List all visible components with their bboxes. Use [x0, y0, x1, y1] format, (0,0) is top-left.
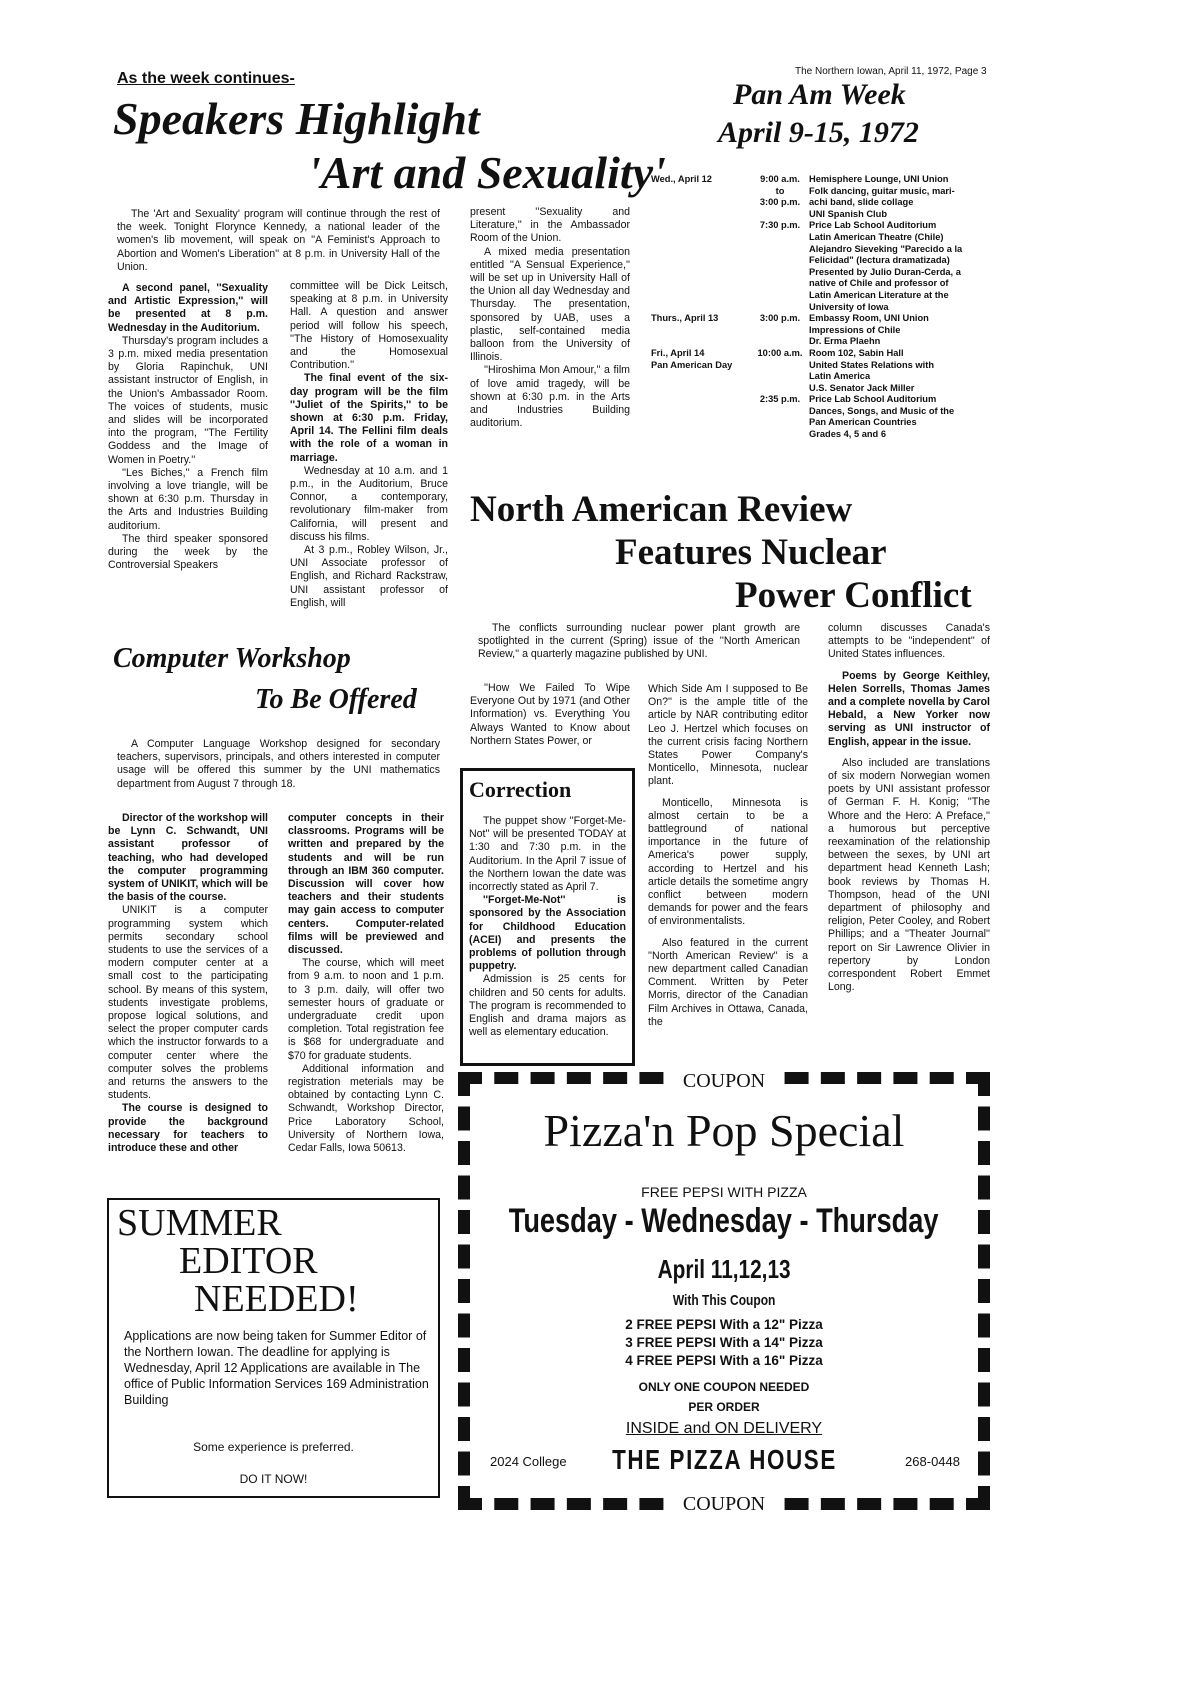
nar-column-c	[828, 622, 990, 994]
coupon-dates: April 11,12,13	[657, 1254, 791, 1284]
coupon-offers	[470, 1316, 978, 1370]
panam-schedule	[651, 174, 996, 441]
coupon-phone: 268-0448	[905, 1454, 960, 1469]
paragraph: column discusses Canada's attempts to be ''independent'' of United States influences.	[828, 622, 990, 661]
editor-ad-line-1: SUMMER	[117, 1202, 282, 1244]
schedule-description	[809, 394, 996, 440]
art-column-1	[108, 282, 268, 572]
schedule-day-label: Thurs., April 13	[651, 313, 719, 324]
computer-column-2	[288, 812, 444, 1155]
coupon-business: THE PIZZA HOUSE	[611, 1444, 837, 1475]
paragraph: A Computer Language Workshop designed for secondary teachers, supervisors, principals, and others interested in computer usage will be offered this summer by the UNI mathematics department from August 7 through 18.	[117, 738, 440, 790]
art-column-2	[290, 280, 448, 610]
coupon-subtitle: FREE PEPSI WITH PIZZA	[641, 1184, 807, 1200]
nar-headline-line-2: Features Nuclear	[615, 532, 887, 573]
paragraph: A mixed media presentation entitled ''A Sensual Experience,'' will be set up in University Hall of the Union all day Wednesday and Thursday. The presentation, sponsored by UAB, uses a plastic, self-contained media balloon from the University of Illinois.	[470, 245, 630, 364]
kicker: As the week continues-	[117, 70, 295, 87]
schedule-line: Pan American Countries	[809, 417, 917, 428]
paragraph: A second panel, ''Sexuality and Artistic Expression,'' will be presented at 8 p.m. Wednesday in the Auditorium.	[108, 282, 268, 334]
schedule-line: Embassy Room, UNI Union	[809, 313, 929, 324]
coupon-address: 2024 College	[490, 1454, 567, 1469]
schedule-line: Folk dancing, guitar music, mari-	[809, 185, 955, 196]
coupon-title: Pizza'n Pop Special	[543, 1105, 905, 1156]
schedule-time-line: 3:00 p.m.	[759, 197, 801, 208]
paragraph: Poems by George Keithley, Helen Sorrells, Thomas James and a complete novella by Carol Hebald, a New Yorker now serving as UNI instructor of English, appear in the issue.	[828, 669, 990, 748]
paragraph: ''How We Failed To Wipe Everyone Out by 1971 (and Other Information) vs. Everything You Always Wanted to Know about Northern States Power, or	[470, 682, 630, 747]
schedule-line: Latin America	[809, 371, 871, 382]
schedule-line: Dances, Songs, and Music of the	[809, 405, 955, 416]
paragraph: The third speaker sponsored during the week by the Controversial Speakers	[108, 532, 268, 572]
schedule-time-line: 7:30 p.m.	[759, 220, 801, 231]
paragraph: Also featured in the current ''North American Review'' is a new department called Canadian Comment. Written by Peter Morris, director of the Canadian Film Archives in Ottawa, Canada, the	[648, 936, 808, 1028]
schedule-line: Latin American Theatre (Chile)	[809, 231, 944, 242]
pizza-coupon-ad[interactable]	[458, 1070, 990, 1515]
schedule-day	[651, 220, 751, 313]
schedule-time-line: 3:00 p.m.	[759, 313, 801, 324]
art-column-3	[470, 206, 630, 430]
coupon-offer: 3 FREE PEPSI With a 14" Pizza	[625, 1335, 823, 1350]
coupon-offer: 4 FREE PEPSI With a 16" Pizza	[625, 1353, 823, 1368]
schedule-day	[651, 348, 751, 394]
schedule-description	[809, 313, 996, 348]
schedule-day	[651, 313, 751, 348]
nar-column-b	[648, 683, 808, 1029]
page-masthead: The Northern Iowan, April 11, 1972, Page 3	[795, 66, 987, 77]
schedule-line: achi band, slide collage	[809, 197, 914, 208]
schedule-time	[751, 394, 809, 440]
schedule-line: Impressions of Chile	[809, 324, 901, 335]
schedule-line: University of Iowa	[809, 301, 889, 312]
schedule-day-label: Fri., April 14	[651, 347, 705, 358]
schedule-time-line: 10:00 a.m.	[757, 347, 803, 358]
schedule-line: Grades 4, 5 and 6	[809, 429, 886, 440]
editor-ad-line-3: NEEDED!	[194, 1278, 359, 1320]
schedule-line: Alejandro Sieveking "Parecido a la	[809, 243, 963, 254]
schedule-line: Price Lab School Auditorium	[809, 220, 937, 231]
paragraph: Admission is 25 cents for children and 50 cents for adults. The program is recommended to English and drama majors as well as elementary education.	[469, 973, 626, 1039]
paragraph: UNIKIT is a computer programming system which permits secondary school students to use the services of a modern computer center at a small cost to the participating school. By means of this system, students investigate problems, propose logical solutions, and select the proper computer cards which the instructor forwards to a computer center where the computer solves the problems and returns the answers to the students.	[108, 904, 268, 1102]
paragraph: The conflicts surrounding nuclear power plant growth are spotlighted in the current (Spring) issue of the ''North American Review,'' a quarterly magazine published by UNI.	[478, 622, 800, 661]
coupon-limit-2: PER ORDER	[688, 1400, 760, 1414]
schedule-line: United States Relations with	[809, 359, 935, 370]
schedule-line: Dr. Erma Plaehn	[809, 336, 881, 347]
editor-ad-note: Some experience is preferred.	[193, 1440, 354, 1454]
schedule-line: Felicidad" (lectura dramatizada)	[809, 255, 950, 266]
nar-column-a	[470, 682, 630, 748]
schedule-time	[751, 220, 809, 313]
schedule-description	[809, 174, 996, 220]
schedule-line: Presented by Julio Duran-Cerda, a	[809, 266, 961, 277]
schedule-line: U.S. Senator Jack Miller	[809, 382, 915, 393]
correction-body	[469, 815, 626, 1039]
panam-dates: April 9-15, 1972	[718, 116, 919, 149]
art-headline-line-2: 'Art and Sexuality'	[308, 147, 666, 198]
schedule-entry	[651, 174, 996, 220]
editor-ad-line-2: EDITOR	[179, 1240, 318, 1282]
paragraph: The puppet show ''Forget-Me-Not'' will be presented TODAY at 1:30 and 7:30 p.m. in the Auditorium. In the April 7 issue of the Northern Iowan the date was incorrectly stated as April 7.	[469, 815, 626, 894]
computer-headline-line-1: Computer Workshop	[113, 643, 351, 674]
schedule-time	[751, 174, 809, 220]
computer-intro	[117, 738, 440, 791]
computer-column-1	[108, 812, 268, 1155]
schedule-time	[751, 348, 809, 394]
editor-ad-body: Applications are now being taken for Summer Editor of the Northern Iowan. The deadline for applying is Wednesday, April 12 Applications are available in The office of Public Information Services 169 Administration Building	[124, 1329, 429, 1407]
correction-box	[460, 768, 635, 1066]
coupon-limit-1: ONLY ONE COUPON NEEDED	[638, 1380, 810, 1394]
schedule-line: Hemisphere Lounge, UNI Union	[809, 174, 949, 184]
schedule-time-line: to	[775, 185, 785, 196]
computer-headline-line-2: To Be Offered	[255, 684, 417, 715]
paragraph: committee will be Dick Leitsch, speaking at 8 p.m. in University Hall. A question and answer period will follow his speech, ''The History of Homosexuality and the Homosexual Contribution.''	[290, 280, 448, 372]
paragraph: ''Hiroshima Mon Amour,'' a film of love amid tragedy, will be shown at 6:30 p.m. in the Arts and Industries Building auditorium.	[470, 364, 630, 430]
coupon-top-label: COUPON	[675, 1070, 773, 1092]
coupon-bottom-label: COUPON	[675, 1493, 773, 1515]
schedule-entry	[651, 313, 996, 348]
editor-ad-cta: DO IT NOW!	[239, 1472, 308, 1486]
art-headline-line-1: Speakers Highlight	[113, 93, 480, 144]
nar-headline-line-1: North American Review	[470, 489, 853, 530]
schedule-day-label: Pan American Day	[651, 359, 733, 370]
paragraph: ''Forget-Me-Not'' is sponsored by the Association for Childhood Education (ACEI) and presents the problems of pollution through puppetry.	[469, 894, 626, 973]
schedule-day	[651, 174, 751, 220]
paragraph: Director of the workshop will be Lynn C. Schwandt, UNI assistant professor of teaching, who had developed the computer programming system of UNIKIT, which will be the basis of the course.	[108, 812, 268, 904]
schedule-description	[809, 220, 996, 313]
coupon-offer: 2 FREE PEPSI With a 12" Pizza	[625, 1317, 823, 1332]
paragraph: Also included are translations of six modern Norwegian women poets by UNI assistant professor of German F. H. Konig; ''The Whore and the Hero: A Preface,'' a humorous but perceptive reexamination of the relationship between the sexes, by UNI art department head Kenneth Lash; book reviews by Thomas H. Thompson, head of the UNI department of philosophy and religion, Peter Cooley, and Robert Phillips; and a ''Theater Journal'' report on Sir Lawrence Olivier in repertory by London correspondent Robert Emmet Long.	[828, 756, 990, 994]
paragraph: The course, which will meet from 9 a.m. to noon and 1 p.m. to 3 p.m. daily, will offer two semester hours of graduate or undergraduate credit upon completion. Total registration fee is $68 for undergraduate and $70 for graduate students.	[288, 957, 444, 1062]
schedule-line: native of Chile and professor of	[809, 278, 949, 289]
schedule-time	[751, 313, 809, 348]
schedule-line: Room 102, Sabin Hall	[809, 347, 904, 358]
schedule-entry	[651, 394, 996, 440]
correction-title: Correction	[469, 777, 572, 802]
coupon-where: INSIDE and ON DELIVERY	[625, 1420, 823, 1437]
schedule-time-line: 9:00 a.m.	[760, 174, 800, 184]
paragraph: computer concepts in their classrooms. Programs will be written and prepared by the students and will be run through an IBM 360 computer. Discussion will cover how teachers and their students may gain access to computer centers. Computer-related films will be previewed and discussed.	[288, 812, 444, 957]
paragraph: ''Les Biches,'' a French film involving a love triangle, will be shown at 6:30 p.m. Thursday in the Arts and Industries Building auditorium.	[108, 466, 268, 532]
schedule-time-line: 2:35 p.m.	[759, 394, 801, 405]
schedule-line: UNI Spanish Club	[809, 208, 887, 219]
schedule-entry	[651, 348, 996, 394]
schedule-line: Price Lab School Auditorium	[809, 394, 937, 405]
paragraph: The course is designed to provide the background necessary for teachers to introduce these and other	[108, 1102, 268, 1155]
coupon-days: Tuesday - Wednesday - Thursday	[509, 1202, 939, 1240]
paragraph: Additional information and registration meterials may be obtained by contacting Lynn C. Schwandt, Workshop Director, Price Laboratory School, University of Northern Iowa, Cedar Falls, Iowa 50613.	[288, 1062, 444, 1155]
paragraph: Wednesday at 10 a.m. and 1 p.m., in the Auditorium, Bruce Connor, a contemporary, revolutionary film-maker from California, will present and discuss his films.	[290, 464, 448, 543]
paragraph: Which Side Am I supposed to Be On?'' is the ample title of the article by NAR contributing editor Leo J. Hertzel which focuses on the current crisis facing Northern States Power Company's Monticello, Minnesota, nuclear plant.	[648, 683, 808, 788]
schedule-day-label: Wed., April 12	[651, 174, 712, 184]
paragraph: present ''Sexuality and Literature,'' in the Ambassador Room of the Union.	[470, 206, 630, 245]
schedule-line: Latin American Literature at the	[809, 289, 949, 300]
summer-editor-ad	[107, 1198, 440, 1498]
paragraph: At 3 p.m., Robley Wilson, Jr., UNI Associate professor of English, and Richard Rackstraw, UNI assistant professor of English, will	[290, 544, 448, 609]
schedule-entry	[651, 220, 996, 313]
schedule-day	[651, 394, 751, 440]
coupon-with-coupon: With This Coupon	[672, 1292, 776, 1309]
nar-headline-line-3: Power Conflict	[735, 575, 972, 616]
schedule-description	[809, 348, 996, 394]
paragraph: The final event of the six-day program will be the film ''Juliet of the Spirits,'' to be shown at 6:30 p.m. Friday, April 14. The Fellini film deals with the role of a woman in marriage.	[290, 372, 448, 464]
nar-intro	[478, 622, 800, 662]
art-intro	[117, 208, 440, 274]
paragraph: Thursday's program includes a 3 p.m. mixed media presentation by Gloria Rapinchuk, UNI assistant instructor of English, in the Union's Ambassador Room. The voices of students, music and slides will be incorporated into the program, ''The Fertility Goddess and the Image of Women in Poetry.''	[108, 334, 268, 466]
panam-title: Pan Am Week	[733, 78, 906, 111]
paragraph: Monticello, Minnesota is almost certain to be a battleground of national importance in the future of America's power supply, according to Hertzel and his article details the sometime angry conflict between modern demands for power and the fears of environmentalists.	[648, 796, 808, 928]
paragraph: The 'Art and Sexuality' program will continue through the rest of the week. Tonight Florynce Kennedy, a national leader of the women's lib movement, will speak on ''A Feminist's Approach to Abortion and Women's Liberation'' at 8 p.m. in University Hall of the Union.	[117, 208, 440, 273]
